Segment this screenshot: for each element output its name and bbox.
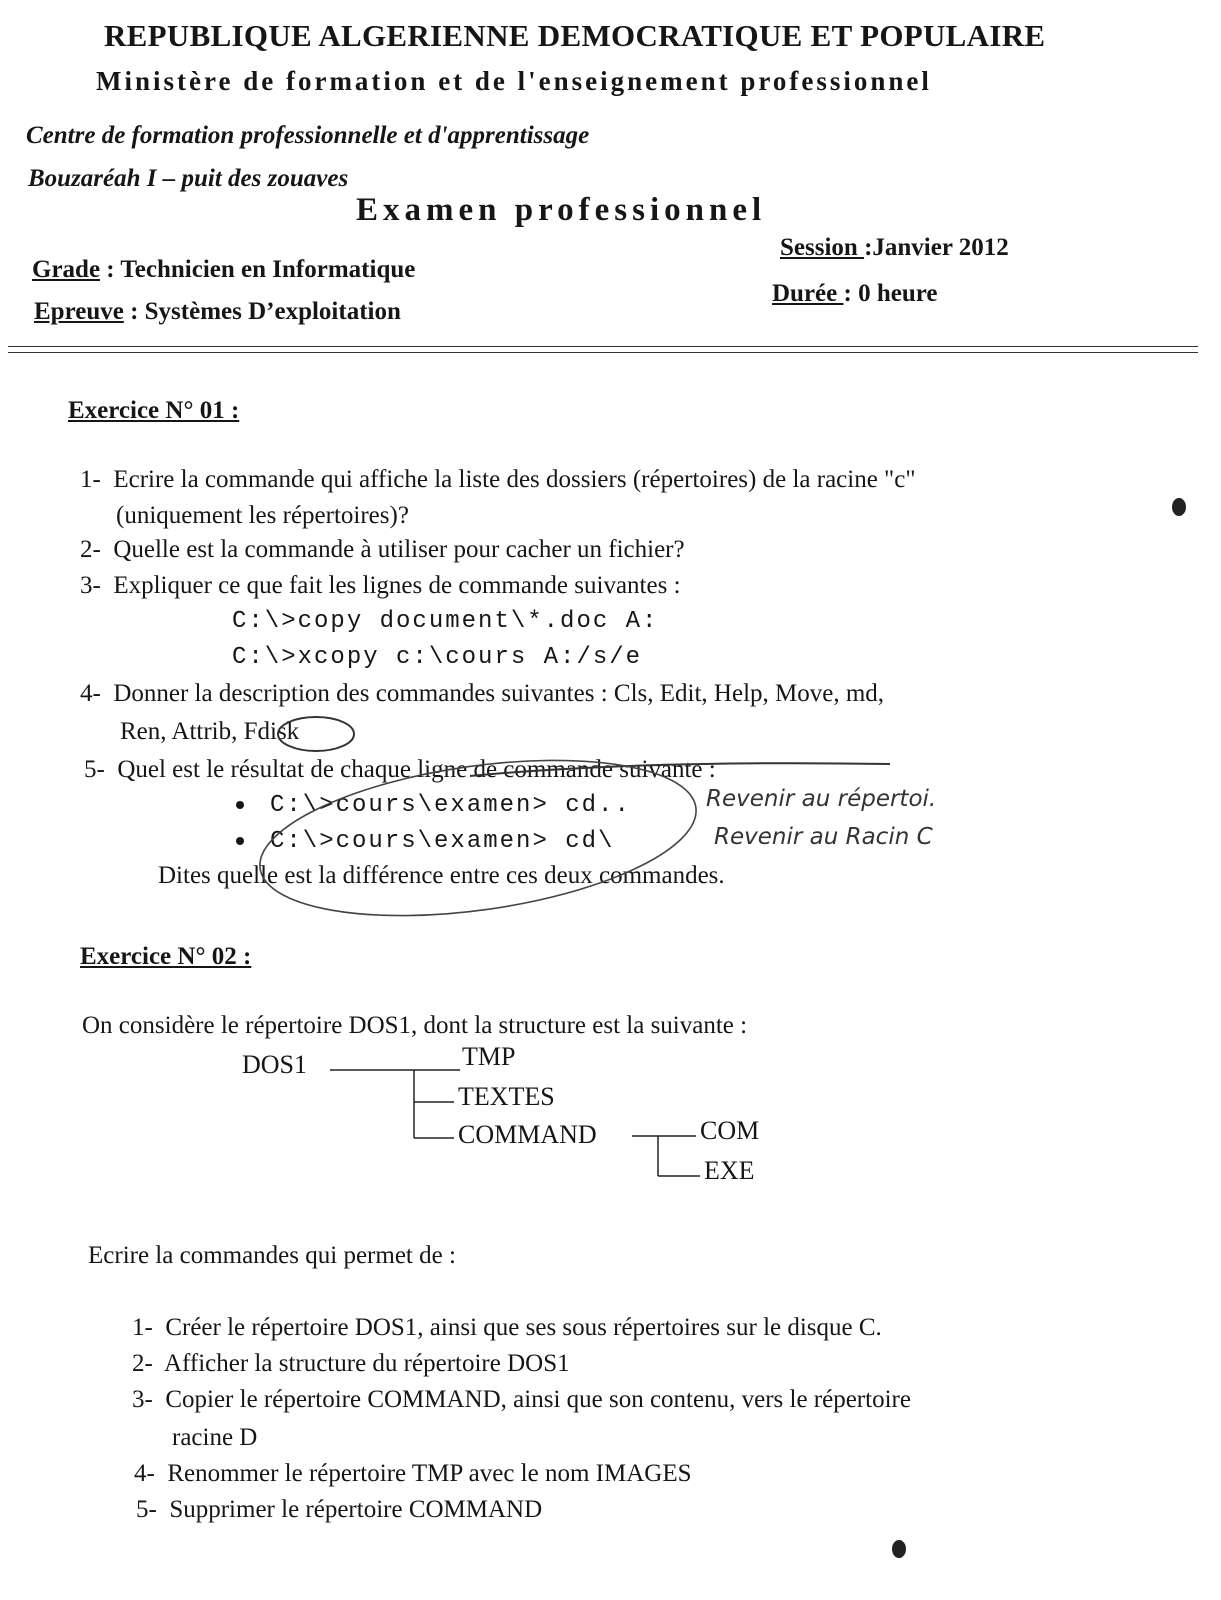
ex1-q2-number: 2- bbox=[80, 536, 101, 563]
republic-title: REPUBLIQUE ALGERIENNE DEMOCRATIQUE ET POPULAIRE bbox=[104, 18, 1046, 53]
ex1-q5 bbox=[84, 756, 716, 784]
ex1-q2-text: Quelle est la commande à utiliser pour cacher un fichier? bbox=[113, 536, 685, 563]
ex1-q1-number: 1- bbox=[80, 466, 101, 493]
ex1-q1-line1 bbox=[80, 466, 916, 494]
ex2-item-3-continued bbox=[172, 1424, 257, 1452]
ex2-item-4-text: Renommer le répertoire TMP avec le nom IMAGES bbox=[167, 1460, 692, 1487]
duree-value: : 0 heure bbox=[843, 280, 938, 307]
tree-node-textes: TEXTES bbox=[458, 1082, 555, 1111]
session-label: Session bbox=[780, 234, 865, 261]
session-value: :Janvier 2012 bbox=[864, 234, 1009, 261]
ex1-q5-number: 5- bbox=[84, 756, 105, 783]
ex2-instruction: Ecrire la commandes qui permet de : bbox=[88, 1242, 456, 1269]
grade-value: : Technicien en Informatique bbox=[100, 256, 416, 283]
ex1-q2 bbox=[80, 536, 685, 564]
ex2-item-1 bbox=[132, 1314, 882, 1342]
exam-title: Examen professionnel bbox=[356, 192, 767, 228]
tree-node-command: COMMAND bbox=[458, 1120, 597, 1149]
ex1-q3-text: Expliquer ce que fait les lignes de commande suivantes : bbox=[113, 572, 681, 599]
bullet-icon bbox=[236, 837, 244, 845]
ink-blot-mark bbox=[892, 1540, 906, 1558]
tree-node-dos1: DOS1 bbox=[242, 1050, 308, 1079]
ex1-q4-line2: Ren, Attrib, Fdisk bbox=[120, 718, 300, 745]
ex2-item-1-text: Créer le répertoire DOS1, ainsi que ses sous répertoires sur le disque C. bbox=[165, 1314, 882, 1341]
tree-node-tmp: TMP bbox=[462, 1042, 516, 1071]
ink-blot-mark bbox=[1172, 498, 1186, 516]
ex2-intro: On considère le répertoire DOS1, dont la structure est la suivante : bbox=[82, 1012, 748, 1039]
handwritten-answer-1: Revenir au répertoi. bbox=[706, 786, 937, 812]
tree-node-com: COM bbox=[700, 1116, 760, 1145]
ex1-q1-line2: (uniquement les répertoires)? bbox=[116, 502, 409, 529]
exercise2-title: Exercice N° 02 : bbox=[80, 943, 252, 970]
ex1-q4-text: Donner la description des commandes suivantes : Cls, Edit, Help, Move, md, bbox=[113, 680, 885, 707]
ex1-q5-followup: Dites quelle est la différence entre ces deux commandes. bbox=[158, 862, 725, 889]
grade-line bbox=[32, 256, 415, 284]
ex1-cmd-xcopy: C:\>xcopy c:\cours A:/s/e bbox=[232, 644, 643, 671]
ex2-item-3-cont-text: racine D bbox=[172, 1424, 258, 1451]
centre-name: Centre de formation professionnelle et d'apprentissage bbox=[26, 122, 590, 149]
handwritten-answer-2: Revenir au Racin C bbox=[714, 824, 933, 850]
ex2-item-1-number: 1- bbox=[132, 1314, 153, 1341]
header-rule-bottom bbox=[8, 352, 1198, 353]
ex1-q3-number: 3- bbox=[80, 572, 101, 599]
ex1-q4-number: 4- bbox=[80, 680, 101, 707]
ex1-cmd-cd-root-text: C:\>cours\examen> cd\ bbox=[270, 828, 615, 855]
grade-label: Grade bbox=[32, 256, 101, 283]
epreuve-value: : Systèmes D’exploitation bbox=[123, 298, 401, 325]
ex2-item-5 bbox=[136, 1496, 542, 1524]
duree-line bbox=[772, 280, 937, 308]
ex1-q1-text: Ecrire la commande qui affiche la liste des dossiers (répertoires) de la racine "c" bbox=[113, 466, 916, 493]
ex1-cmd-cd-dotdot-text: C:\>cours\examen> cd.. bbox=[270, 792, 631, 819]
epreuve-line bbox=[34, 298, 401, 326]
header-rule-top bbox=[8, 346, 1198, 347]
session-line bbox=[780, 234, 1009, 262]
ex2-item-4-number: 4- bbox=[134, 1460, 155, 1487]
directory-tree bbox=[240, 1040, 800, 1190]
ex2-item-3-number: 3- bbox=[132, 1386, 153, 1413]
ex2-item-2-number: 2- bbox=[132, 1350, 153, 1377]
ex2-item-3 bbox=[132, 1386, 911, 1414]
exercise1-title: Exercice N° 01 : bbox=[68, 397, 240, 424]
ex2-item-5-number: 5- bbox=[136, 1496, 157, 1523]
ex1-q4-line1 bbox=[80, 680, 884, 708]
centre-location: Bouzaréah I – puit des zouaves bbox=[28, 165, 349, 192]
ex2-item-4 bbox=[134, 1460, 692, 1488]
ex1-q3 bbox=[80, 572, 681, 600]
ex2-item-5-text: Supprimer le répertoire COMMAND bbox=[169, 1496, 543, 1523]
ex2-item-2 bbox=[132, 1350, 570, 1378]
ex2-item-3-text: Copier le répertoire COMMAND, ainsi que son contenu, vers le répertoire bbox=[165, 1386, 911, 1413]
ex1-q5-text: Quel est le résultat de chaque ligne de commande suivante : bbox=[117, 756, 716, 783]
tree-node-exe: EXE bbox=[704, 1156, 755, 1185]
ex2-item-2-text: Afficher la structure du répertoire DOS1 bbox=[163, 1350, 570, 1377]
duree-label: Durée bbox=[772, 280, 844, 307]
ex1-cmd-cd-dotdot bbox=[236, 792, 631, 819]
epreuve-label: Epreuve bbox=[34, 298, 124, 325]
ex1-cmd-copy: C:\>copy document\*.doc A: bbox=[232, 608, 659, 635]
ex1-cmd-cd-root bbox=[236, 828, 614, 855]
bullet-icon bbox=[236, 801, 244, 809]
ministry-title: Ministère de formation et de l'enseignement professionnel bbox=[96, 66, 932, 96]
